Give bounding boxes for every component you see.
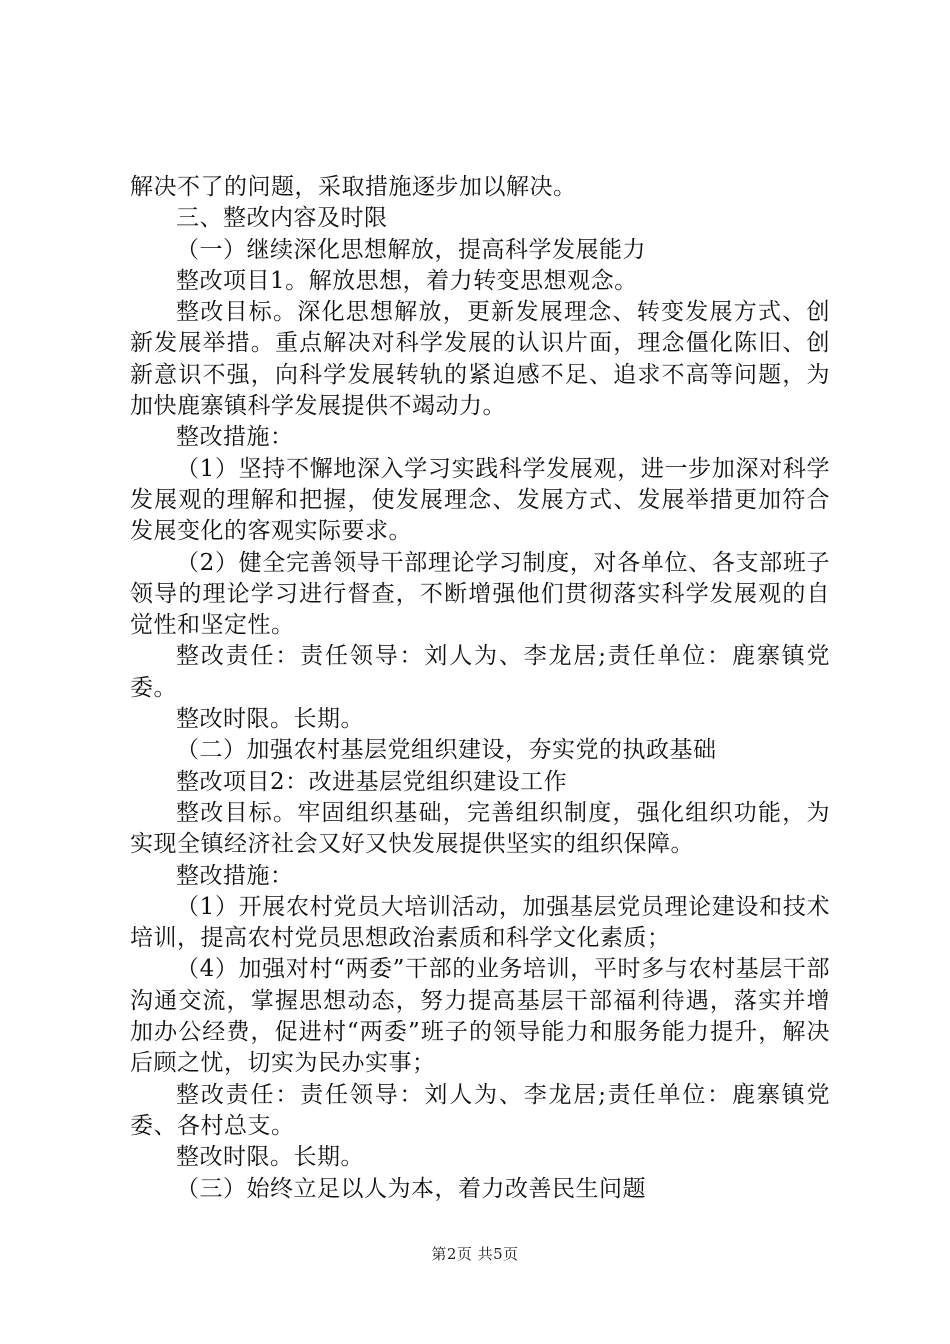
paragraph: 整改项目2：改进基层党组织建设工作 <box>176 768 568 795</box>
paragraph: （4）加强对村“两委”干部的业务培训，平时多与农村基层干部沟通交流，掌握思想动态，努力提高基层干部福利待遇，落实并增加办公经费，促进村“两委”班子的领导能力和服务能力提升，解决后顾之忧，切实为民办实事； <box>130 956 830 1077</box>
paragraph: （1）坚持不懈地深入学习实践科学发展观，进一步加深对科学发展观的理解和把握，使发展理念、发展方式、发展举措更加符合发展变化的客观实际要求。 <box>130 455 830 545</box>
paragraph: 整改措施： <box>176 424 294 451</box>
paragraph: 整改责任：责任领导：刘人为、李龙居;责任单位：鹿寨镇党委。 <box>130 643 830 701</box>
subsection-heading: （三）始终立足以人为本，着力改善民生问题 <box>176 1175 646 1202</box>
section-heading: 三、整改内容及时限 <box>176 205 388 232</box>
subsection-heading: （二）加强农村基层党组织建设，夯实党的执政基础 <box>176 737 717 764</box>
paragraph: 整改项目1。解放思想，着力转变思想观念。 <box>176 267 638 294</box>
paragraph: 整改时限。长期。 <box>176 706 364 733</box>
paragraph: （2）健全完善领导干部理论学习制度，对各单位、各支部班子领导的理论学习进行督查，不断增强他们贯彻落实科学发展观的自觉性和坚定性。 <box>130 549 830 639</box>
page-number-footer: 第2页 共5页 <box>431 1245 519 1263</box>
document-body <box>130 172 830 1205</box>
paragraph: 整改目标。牢固组织基础，完善组织制度，强化组织功能，为实现全镇经济社会又好又快发展提供坚实的组织保障。 <box>130 799 830 858</box>
paragraph: 整改责任：责任领导：刘人为、李龙居;责任单位：鹿寨镇党委、各村总支。 <box>130 1081 830 1139</box>
subsection-heading: （一）继续深化思想解放，提高科学发展能力 <box>176 236 646 263</box>
paragraph: （1）开展农村党员大培训活动，加强基层党员理论建设和技术培训，提高农村党员思想政治素质和科学文化素质； <box>130 893 830 952</box>
paragraph: 整改目标。深化思想解放，更新发展理念、转变发展方式、创新发展举措。重点解决对科学发展的认识片面，理念僵化陈旧、创新意识不强，向科学发展转轨的紧迫感不足、追求不高等问题，为加快鹿寨镇科学发展提供不竭动力。 <box>130 299 830 420</box>
paragraph: 整改时限。长期。 <box>176 1144 364 1171</box>
paragraph: 整改措施： <box>176 862 294 889</box>
paragraph: 解决不了的问题，采取措施逐步加以解决。 <box>130 174 577 200</box>
